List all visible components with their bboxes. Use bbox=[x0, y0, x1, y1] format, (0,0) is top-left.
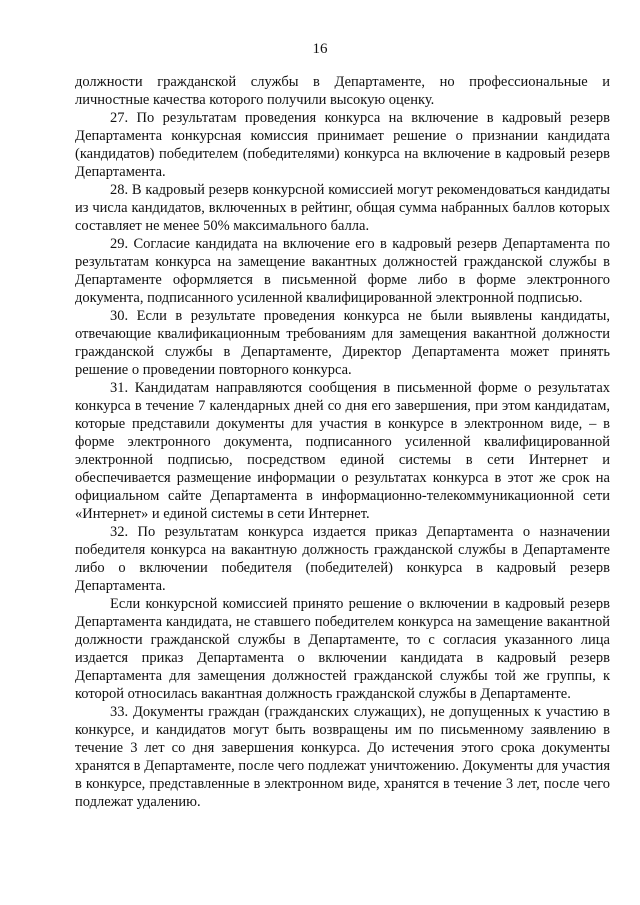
paragraph-29: 29. Согласие кандидата на включение его в кадровый резерв Департамента по результатам конкурса на замещение вакантных должностей гражданской службы в Департаменте оформляется в письменной форме либо в форме электронного документа, подписанного усиленной квалифицированной электронной подписью. bbox=[75, 236, 610, 306]
paragraph-32: 32. По результатам конкурса издается приказ Департамента о назначении победителя конкурса на вакантную должность гражданской службы в Департаменте либо о включении победителя (победителей) конкурса в кадровый резерв Департамента. bbox=[75, 524, 610, 594]
paragraph-32-continued: Если конкурсной комиссией принято решение о включении в кадровый резерв Департамента кандидата, не ставшего победителем конкурса на замещение вакантной должности гражданской службы в Департаменте, то с согласия указанного лица издается приказ Департамента о включении кандидата в кадровый резерв Департамента для замещения должностей гражданской службы той же группы, к которой относилась вакантная должность гражданской службы в Департаменте. bbox=[75, 596, 610, 702]
page-number: 16 bbox=[312, 41, 328, 57]
paragraph-27: 27. По результатам проведения конкурса на включение в кадровый резерв Департамента конкурсная комиссия принимает решение о признании кандидата (кандидатов) победителем (победителями) конкурса на включение в кадровый резерв Департамента. bbox=[75, 110, 610, 180]
paragraph-28: 28. В кадровый резерв конкурсной комиссией могут рекомендоваться кандидаты из числа кандидатов, включенных в рейтинг, общая сумма набранных баллов которых составляет не менее 50% максимального балла. bbox=[75, 182, 610, 234]
document-body bbox=[75, 73, 610, 811]
paragraph-33: 33. Документы граждан (гражданских служащих), не допущенных к участию в конкурсе, и кандидатов могут быть возвращены им по письменному заявлению в течение 3 лет со дня завершения конкурса. До истечения этого срока документы хранятся в Департаменте, после чего подлежат уничтожению. Документы для участия в конкурсе, представленные в электронном виде, хранятся в течение 3 лет, после чего подлежат удалению. bbox=[75, 704, 610, 810]
paragraph-31: 31. Кандидатам направляются сообщения в письменной форме о результатах конкурса в течение 7 календарных дней со дня его завершения, при этом кандидатам, которые представили документы для участия в конкурсе в электронном виде, – в форме электронного документа, подписанного усиленной квалифицированной электронной подписью, посредством единой системы в сети Интернет и обеспечивается размещение информации о результатах конкурса в этот же срок на официальном сайте Департамента в информационно-телекоммуникационной сети «Интернет» и единой системы в сети Интернет. bbox=[75, 380, 610, 522]
paragraph-continuation: должности гражданской службы в Департаменте, но профессиональные и личностные качества которого получили высокую оценку. bbox=[75, 74, 610, 108]
paragraph-30: 30. Если в результате проведения конкурса не были выявлены кандидаты, отвечающие квалификационным требованиям для замещения вакантной должности гражданской службы в Департаменте, Директор Департамента может принять решение о проведении повторного конкурса. bbox=[75, 308, 610, 378]
